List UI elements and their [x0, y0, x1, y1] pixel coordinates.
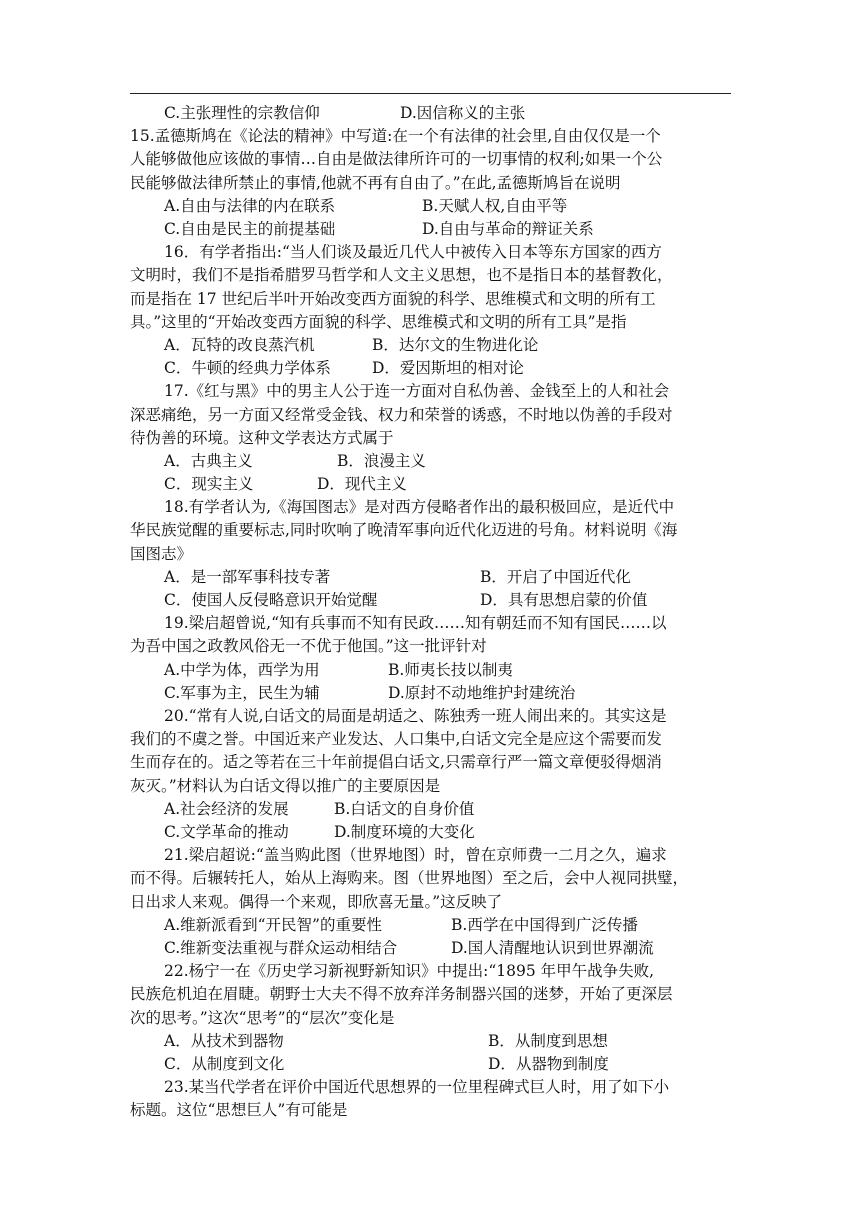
q20-stem-line-1: 20.“常有人说,白话文的局面是胡适之、陈独秀一班人闹出来的。其实这是	[164, 707, 667, 726]
q23-stem-line-2: 标题。这位“思想巨人”有可能是	[130, 1101, 348, 1120]
q18-stem-line-2: 华民族觉醒的重要标志,同时吹响了晚清军事向近代化迈进的号角。材料说明《海	[130, 521, 678, 540]
q19-options-cd	[130, 682, 732, 705]
q17-option-a: A．古典主义	[164, 451, 253, 470]
q15-option-a: A.自由与法律的内在联系	[164, 196, 336, 215]
q15-option-c: C.自由是民主的前提基础	[164, 219, 336, 238]
q22-options-cd	[130, 1053, 732, 1076]
q17-option-b: B．浪漫主义	[337, 451, 426, 470]
q16-options-ab	[130, 334, 732, 357]
q17-stem-line-2: 深恶痛绝，另一方面又经常受金钱、权力和荣誉的诱惑，不时地以伪善的手段对	[130, 405, 673, 424]
q20-options-ab	[130, 798, 732, 821]
q19-option-b: B.师夷长技以制夷	[388, 660, 513, 679]
q22-stem-line-3: 次的思考。”这次“思考”的“层次”变化是	[130, 1008, 395, 1027]
q20-option-c: C.文学革命的推动	[164, 823, 289, 841]
q16-stem-line-3: 而是指在 17 世纪后半叶开始改变西方面貌的科学、思维模式和文明的所有工	[130, 289, 656, 308]
q21-options-ab	[130, 914, 732, 937]
q22-options-ab	[130, 1030, 732, 1053]
q15-option-d: D.自由与革命的辩证关系	[422, 219, 594, 238]
q16-option-c: C．牛顿的经典力学体系	[164, 359, 331, 378]
q19-option-d: D.原封不动地维护封建统治	[388, 683, 576, 702]
q21-option-c: C.维新变法重视与群众运动相结合	[164, 938, 398, 957]
q15-options-ab	[130, 195, 732, 218]
q16-stem-line-2: 文明时，我们不是指希腊罗马哲学和人文主义思想，也不是指日本的基督教化，	[130, 266, 673, 285]
q19-stem-line-2: 为吾中国之政教风俗无一不优于他国。”这一批评针对	[130, 637, 487, 656]
q21-stem-line-2: 而不得。后辗转托人，始从上海购来。图（世界地图）至之后，会中人视同拱璧，	[130, 869, 689, 888]
q22-stem-line-2: 民族危机迫在眉睫。朝野士大夫不得不放弃洋务制器兴国的迷梦，开始了更深层	[130, 985, 673, 1004]
q22-option-c: C．从制度到文化	[164, 1054, 285, 1073]
q17-options-cd	[130, 473, 732, 496]
q21-stem-line-1: 21.梁启超说:“盖当购此图（世界地图）时，曾在京师费一二月之久，遍求	[164, 846, 667, 865]
q23-stem-line-1: 23.某当代学者在评价中国近代思想界的一位里程碑式巨人时，用了如下小	[164, 1078, 670, 1097]
q18-option-b: B．开启了中国近代化	[480, 567, 631, 586]
q14-options-cd	[130, 102, 732, 125]
q15-option-b: B.天赋人权,自由平等	[422, 196, 568, 215]
q21-stem-line-3: 日出求人来观。偶得一个来观，即欣喜无量。”这反映了	[130, 892, 503, 911]
q20-stem-line-2: 我们的不虞之誉。中国近来产业发达、人口集中,白话文完全是应这个需要而发	[130, 730, 662, 749]
exam-page	[130, 102, 732, 1123]
q14-option-c: C.主张理性的宗教信仰	[164, 104, 320, 122]
q16-option-a: A．瓦特的改良蒸汽机	[164, 335, 315, 354]
q18-stem-line-1: 18.有学者认为,《海国图志》是对西方侵略者作出的最积极回应，是近代中	[164, 498, 675, 517]
q20-stem-line-3: 生而存在的。适之等若在三十年前提倡白话文,只需章行严一篇文章便驳得烟消	[130, 753, 662, 772]
q21-options-cd	[130, 937, 732, 960]
q20-option-b: B.白话文的自身价值	[334, 799, 475, 818]
q19-options-ab	[130, 659, 732, 682]
q21-option-a: A.维新派看到“开民智”的重要性	[164, 915, 382, 934]
q18-option-d: D．具有思想启蒙的价值	[480, 591, 648, 610]
q22-option-a: A．从技术到器物	[164, 1031, 284, 1050]
q18-options-ab	[130, 566, 732, 589]
q15-stem-line-1: 15.孟德斯鸠在《论法的精神》中写道:在一个有法律的社会里,自由仅仅是一个	[130, 127, 661, 146]
q20-option-a: A.社会经济的发展	[164, 799, 289, 818]
q20-stem-line-4: 灰灭。”材料认为白话文得以推广的主要原因是	[130, 776, 441, 795]
q20-options-cd	[130, 821, 732, 844]
q22-option-b: B．从制度到思想	[488, 1031, 608, 1050]
q21-option-b: B.西学在中国得到广泛传播	[451, 915, 638, 934]
q17-option-c: C．现实主义	[164, 475, 254, 494]
q16-stem-line-4: 具。”这里的“开始改变西方面貌的科学、思维模式和文明的所有工具”是指	[130, 312, 627, 331]
q16-stem-line-1: 16．有学者指出:“当人们谈及最近几代人中被传入日本等东方国家的西方	[164, 243, 662, 262]
q18-option-c: C．使国人反侵略意识开始觉醒	[164, 591, 378, 610]
q17-options-ab	[130, 450, 732, 473]
q18-stem-line-3: 国图志》	[130, 544, 193, 563]
q19-option-c: C.军事为主，民生为辅	[164, 683, 320, 702]
q17-option-d: D．现代主义	[317, 475, 407, 494]
q18-options-cd	[130, 589, 732, 612]
q14-option-d: D.因信称义的主张	[400, 104, 526, 122]
q16-option-b: B．达尔文的生物进化论	[372, 335, 539, 354]
q15-stem-line-3: 民能够做法律所禁止的事情,他就不再有自由了。”在此,孟德斯鸠旨在说明	[130, 173, 621, 192]
q16-option-d: D．爱因斯坦的相对论	[372, 359, 524, 378]
q20-option-d: D.制度环境的大变化	[334, 823, 475, 841]
q22-option-d: D．从器物到制度	[488, 1054, 609, 1073]
q19-option-a: A.中学为体，西学为用	[164, 660, 320, 679]
q16-options-cd	[130, 357, 732, 380]
q19-stem-line-1: 19.梁启超曾说,“知有兵事而不知有民政……知有朝廷而不知有国民……以	[164, 614, 667, 633]
q17-stem-line-1: 17.《红与黑》中的男主人公于连一方面对自私伪善、金钱至上的人和社会	[164, 382, 670, 401]
q21-option-d: D.国人清醒地认识到世界潮流	[451, 938, 654, 957]
q22-stem-line-1: 22.杨宁一在《历史学习新视野新知识》中提出:“1895 年甲午战争失败,	[164, 962, 655, 981]
q15-stem-line-2: 人能够做他应该做的事情…自由是做法律所许可的一切事情的权利;如果一个公	[130, 150, 663, 169]
q18-option-a: A．是一部军事科技专著	[164, 567, 331, 586]
q15-options-cd	[130, 218, 732, 241]
q17-stem-line-3: 待伪善的环境。这种文学表达方式属于	[130, 428, 394, 447]
header-rule	[130, 93, 731, 94]
